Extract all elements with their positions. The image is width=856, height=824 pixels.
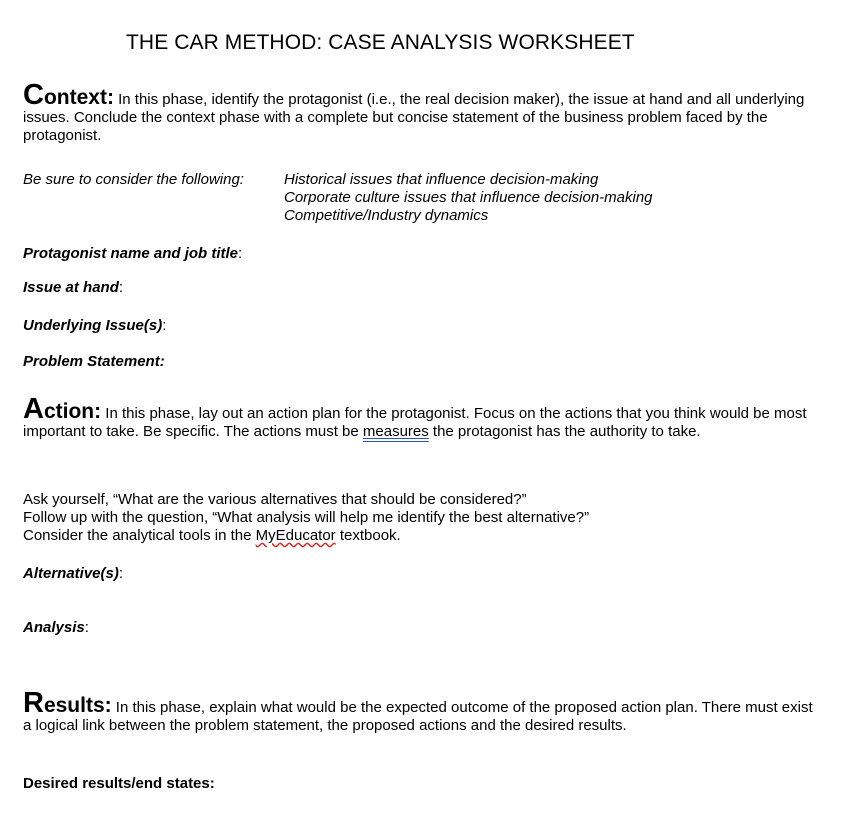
results-heading: esults: [43,694,112,717]
spellcheck-word: MyEducator [255,527,336,544]
context-body: In this phase, identify the protagonist (i.e., the real decision maker), the issue at hand and all underlying issues. Conclude the context phase with a complete but concise statement of the business problem faced by the protagonist. [23,91,805,144]
context-initial: C [23,79,44,111]
desired-results-label: Desired results/end states: [23,775,215,792]
context-paragraph [23,79,813,145]
action-body-2: the protagonist has the authority to take. [428,423,701,440]
ask-line-2: Follow up with the question, “What analysis will help me identify the best alternative?” [23,509,590,526]
problem-statement-label: Problem Statement: [23,353,165,370]
results-initial: R [23,687,44,719]
action-body-underlined: measures [362,423,429,440]
action-paragraph [23,393,813,441]
alternatives-field-label: Alternative(s): [23,565,124,582]
underlying-field-label: Underlying Issue(s): [23,317,167,334]
consider-item: Historical issues that influence decision-making [284,171,599,188]
issue-field-label: Issue at hand: [23,279,124,296]
action-heading: ction: [43,400,102,423]
analysis-field-label: Analysis: [23,619,89,636]
consider-item: Corporate culture issues that influence decision-making [284,189,653,206]
page-title: THE CAR METHOD: CASE ANALYSIS WORKSHEET [126,31,635,54]
results-body: In this phase, explain what would be the expected outcome of the proposed action plan. There must exist a logical link between the problem statement, the proposed actions and the desired results. [23,699,813,734]
action-initial: A [23,393,44,425]
ask-block [23,491,813,545]
consider-item: Competitive/Industry dynamics [284,207,489,224]
consider-list [284,171,653,225]
context-heading: ontext: [43,86,114,109]
ask-line-3: Consider the analytical tools in the MyEducator textbook. [23,527,401,544]
ask-line-1: Ask yourself, “What are the various alternatives that should be considered?” [23,491,527,508]
consider-label: Be sure to consider the following: [23,171,244,188]
results-paragraph [23,687,813,735]
protagonist-field-label: Protagonist name and job title: [23,245,243,262]
action-body-1: In this phase, lay out an action plan for the protagonist. Focus on the actions that you think would be most important to take. Be specific. The actions must be [23,405,807,440]
